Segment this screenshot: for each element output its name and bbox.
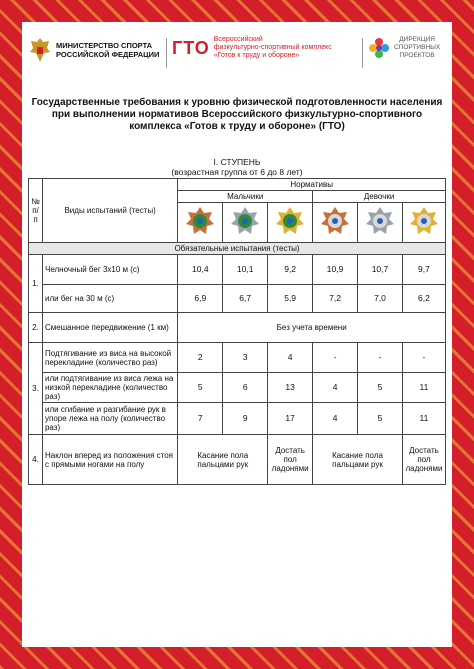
test-name: Наклон вперед из положения стоя с прямыми ногами на полу (42, 435, 177, 485)
merged-value: Без учета времени (178, 313, 446, 343)
row-number: 3. (29, 343, 43, 435)
table-row (29, 373, 446, 403)
norm-value: 4 (268, 343, 313, 373)
girls-norm-b: Достать пол ладонями (402, 435, 445, 485)
norms-header: Нормативы (178, 179, 446, 191)
norm-value: 13 (268, 373, 313, 403)
norm-value: 9,2 (268, 255, 313, 285)
norm-value: 17 (268, 403, 313, 435)
gold-badge-icon (409, 206, 439, 238)
section-header: Обязательные испытания (тесты) (29, 243, 446, 255)
test-name: или подтягивание из виса лежа на низкой перекладине (количество раз) (42, 373, 177, 403)
table-row (29, 313, 446, 343)
gto-line-3: «Готов к труду и обороне» (213, 52, 300, 59)
bronze-badge-icon (185, 206, 215, 238)
test-name: или сгибание и разгибание рук в упоре лежа на полу (количество раз) (42, 403, 177, 435)
gto-line-1: Всероссийский (213, 36, 263, 43)
document-title: Государственные требования к уровню физической подготовленности населения при выполнении нормативов Всероссийского физкультурно-спортивного комплекса «Готов к труду и обороне» (ГТО) (31, 97, 443, 132)
badge-cell (402, 203, 445, 243)
test-name: Челночный бег 3х10 м (с) (42, 255, 177, 285)
table-row (29, 343, 446, 373)
norm-value: 6,9 (178, 285, 223, 313)
boys-header: Мальчики (178, 191, 313, 203)
norm-value: - (313, 343, 358, 373)
norm-value: 6,7 (223, 285, 268, 313)
norm-value: 6,2 (402, 285, 445, 313)
boys-norm-b: Достать пол ладонями (268, 435, 313, 485)
norm-value: 7,2 (313, 285, 358, 313)
norm-value: 10,7 (358, 255, 403, 285)
norm-value: 9 (223, 403, 268, 435)
table-row (29, 435, 446, 485)
bronze-badge-icon (320, 206, 350, 238)
girls-header: Девочки (313, 191, 446, 203)
badge-cell (358, 203, 403, 243)
flower-emblem-icon (368, 37, 390, 59)
norm-value: 5 (178, 373, 223, 403)
gto-wordmark: ГТО (172, 37, 210, 58)
norm-value: 7 (178, 403, 223, 435)
norms-table (28, 178, 446, 485)
norm-value: 9,7 (402, 255, 445, 285)
norm-value: 7,0 (358, 285, 403, 313)
eagle-emblem-icon (28, 36, 52, 64)
ministry-line-2: РОССИЙСКОЙ ФЕДЕРАЦИИ (56, 50, 160, 59)
row-number: 4. (29, 435, 43, 485)
col-num-header: № п/п (29, 179, 43, 243)
norm-value: 5 (358, 403, 403, 435)
table-row (29, 255, 446, 285)
norm-value: 6 (223, 373, 268, 403)
row-number: 1. (29, 255, 43, 313)
norm-value: 4 (313, 373, 358, 403)
norm-value: - (358, 343, 403, 373)
norm-value: 11 (402, 373, 445, 403)
direction-logo (368, 36, 440, 60)
norm-value: 2 (178, 343, 223, 373)
row-number: 2. (29, 313, 43, 343)
stage-name: I. СТУПЕНЬ (213, 157, 261, 167)
direction-line-3: ПРОЕКТОВ (399, 52, 435, 59)
norm-value: - (402, 343, 445, 373)
gto-line-2: физкультурно-спортивный комплекс (213, 44, 332, 51)
badge-cell (178, 203, 223, 243)
norm-value: 10,4 (178, 255, 223, 285)
badge-cell (223, 203, 268, 243)
norm-value: 5 (358, 373, 403, 403)
ministry-logo (28, 36, 159, 64)
col-tests-header: Виды испытаний (тесты) (42, 179, 177, 243)
girls-norm-a: Касание пола пальцами рук (313, 435, 403, 485)
logo-divider (166, 38, 167, 68)
gto-logo (172, 36, 332, 60)
logo-divider (362, 38, 363, 68)
norm-value: 3 (223, 343, 268, 373)
test-name: Подтягивание из виса на высокой перекладине (количество раз) (42, 343, 177, 373)
norm-value: 4 (313, 403, 358, 435)
direction-line-1: ДИРЕКЦИЯ (399, 36, 435, 43)
norm-value: 10,9 (313, 255, 358, 285)
silver-badge-icon (230, 206, 260, 238)
gold-badge-icon (275, 206, 305, 238)
silver-badge-icon (365, 206, 395, 238)
norm-value: 5,9 (268, 285, 313, 313)
stage-age: (возрастная группа от 6 до 8 лет) (171, 167, 303, 177)
badge-cell (313, 203, 358, 243)
boys-norm-a: Касание пола пальцами рук (178, 435, 268, 485)
document-sheet (22, 22, 452, 647)
stage-header (30, 157, 444, 177)
test-name: или бег на 30 м (с) (42, 285, 177, 313)
norm-value: 11 (402, 403, 445, 435)
badge-cell (268, 203, 313, 243)
test-name: Смешанное передвижение (1 км) (42, 313, 177, 343)
table-row (29, 285, 446, 313)
table-row (29, 403, 446, 435)
direction-line-2: СПОРТИВНЫХ (394, 44, 441, 51)
norm-value: 10,1 (223, 255, 268, 285)
ministry-line-1: МИНИСТЕРСТВО СПОРТА (56, 41, 153, 50)
